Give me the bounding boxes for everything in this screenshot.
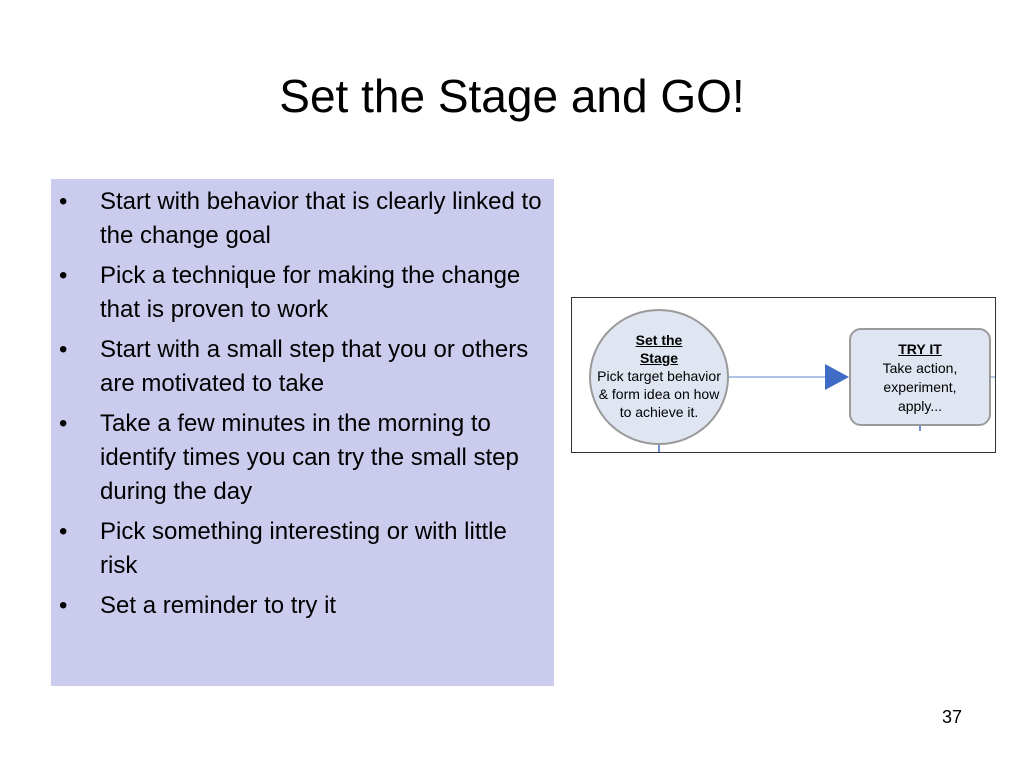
bullet-text: Take a few minutes in the morning to identify times you can try the small step during the day <box>100 410 519 505</box>
bullet-item <box>51 333 544 401</box>
bullet-text: Set a reminder to try it <box>100 592 337 619</box>
page-number: 37 <box>941 707 962 727</box>
slide-title: Set the Stage and GO! <box>279 70 745 122</box>
bullet-marker: • <box>59 262 68 289</box>
bullet-marker: • <box>59 592 68 619</box>
set-the-stage-heading: Set the Stage <box>635 332 683 366</box>
bullet-item <box>51 589 544 623</box>
set-the-stage-node <box>589 309 729 445</box>
bullet-text: Start with behavior that is clearly linked to the change goal <box>100 188 542 249</box>
bullet-marker: • <box>59 188 68 215</box>
bullet-item <box>51 407 544 509</box>
bullet-item <box>51 259 544 327</box>
try-it-heading: TRY IT <box>898 341 942 357</box>
bullet-text: Pick something interesting or with little risk <box>100 518 507 579</box>
try-it-node <box>849 328 991 426</box>
bullet-list <box>51 185 544 623</box>
bullet-text: Pick a technique for making the change that is proven to work <box>100 262 521 323</box>
bullet-panel <box>51 179 554 686</box>
bullet-marker: • <box>59 410 68 437</box>
bullet-item <box>51 515 544 583</box>
process-diagram <box>571 297 996 453</box>
set-the-stage-body: Pick target behavior & form idea on how to achieve it. <box>597 368 721 420</box>
bullet-text: Start with a small step that you or others are motivated to take <box>100 336 529 397</box>
bullet-marker: • <box>59 518 68 545</box>
try-it-body: Take action, experiment, apply... <box>882 360 958 414</box>
bullet-marker: • <box>59 336 68 363</box>
bullet-item <box>51 185 544 253</box>
arrow-head-icon <box>825 364 849 390</box>
